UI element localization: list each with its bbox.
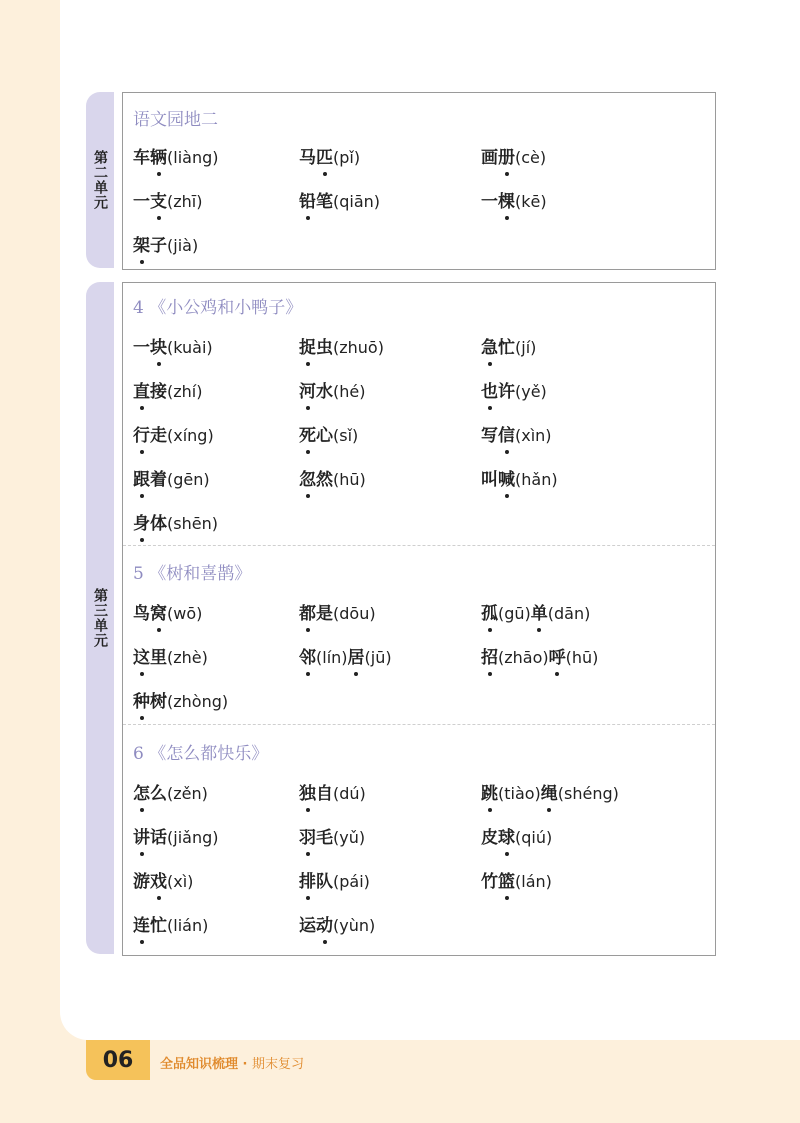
hanzi: 笔 (316, 192, 333, 212)
hanzi: 跳 (481, 784, 498, 804)
hanzi: 虫 (316, 338, 333, 358)
hanzi: 铅 (299, 192, 316, 212)
hanzi: 支 (150, 192, 167, 212)
hanzi: 忙 (150, 916, 167, 936)
unit-tab-label: 第二单元 (92, 150, 108, 210)
hanzi: 一 (481, 192, 498, 212)
pinyin: (yǔ) (333, 828, 366, 847)
footer-subtitle: 期末复习 (252, 1057, 305, 1072)
pinyin: (lán) (515, 872, 552, 891)
hanzi: 跟 (133, 470, 150, 490)
hanzi: 里 (150, 648, 167, 668)
pinyin: (xìn) (515, 426, 552, 445)
pinyin: (jiǎng) (167, 828, 219, 847)
vocab-word (133, 381, 202, 403)
vocab-word (133, 513, 218, 535)
hanzi: 么 (150, 784, 167, 804)
hanzi: 画 (481, 148, 498, 168)
vocab-word (481, 147, 546, 169)
hanzi: 窝 (150, 604, 167, 624)
vocab-word (299, 647, 392, 669)
vocab-word (133, 425, 214, 447)
page-number: 06 (86, 1040, 150, 1080)
vocab-word (299, 469, 366, 491)
hanzi: 是 (316, 604, 333, 624)
hanzi: 树 (150, 692, 167, 712)
vocab-word (299, 381, 365, 403)
vocab-word (481, 381, 547, 403)
vocab-word (299, 783, 366, 805)
hanzi: 鸟 (133, 604, 150, 624)
pinyin: (jià) (167, 236, 199, 255)
hanzi: 马 (299, 148, 316, 168)
vocab-word (481, 191, 547, 213)
hanzi: 写 (481, 426, 498, 446)
hanzi: 叫 (481, 470, 498, 490)
hanzi: 着 (150, 470, 167, 490)
vocab-word (299, 915, 375, 937)
section-title: 6 《怎么都快乐》 (133, 744, 269, 764)
hanzi: 水 (316, 382, 333, 402)
vocab-word (133, 827, 218, 849)
unit-tab-2 (86, 92, 114, 268)
vocab-word (481, 647, 598, 669)
vocab-word (299, 871, 370, 893)
pinyin: (gēn) (167, 470, 210, 489)
hanzi: 游 (133, 872, 150, 892)
pinyin: (tiào) (498, 784, 541, 803)
pinyin: (lín) (316, 648, 348, 667)
hanzi: 话 (150, 828, 167, 848)
pinyin: (hǎn) (515, 470, 558, 489)
hanzi: 子 (150, 236, 167, 256)
hanzi: 心 (316, 426, 333, 446)
pinyin: (yě) (515, 382, 547, 401)
pinyin: (dān) (547, 604, 591, 623)
vocab-word (133, 603, 202, 625)
pinyin: (jí) (515, 338, 537, 357)
pinyin: (shéng) (557, 784, 619, 803)
hanzi: 篮 (498, 872, 515, 892)
hanzi: 皮 (481, 828, 498, 848)
hanzi: 直 (133, 382, 150, 402)
pinyin: (kē) (515, 192, 547, 211)
hanzi: 单 (530, 604, 548, 624)
hanzi: 一 (133, 338, 150, 358)
pinyin: (yùn) (333, 916, 376, 935)
hanzi: 车 (133, 148, 150, 168)
pinyin: (liàng) (167, 148, 219, 167)
pinyin: (zhāo) (498, 648, 549, 667)
pinyin: (xì) (167, 872, 194, 891)
vocab-word (133, 783, 208, 805)
hanzi: 体 (150, 514, 167, 534)
hanzi: 招 (481, 648, 498, 668)
hanzi: 身 (133, 514, 150, 534)
hanzi: 棵 (498, 192, 515, 212)
vocab-word (133, 915, 208, 937)
section-divider (123, 545, 715, 546)
hanzi: 动 (316, 916, 333, 936)
vocab-word (133, 191, 202, 213)
hanzi: 辆 (150, 148, 167, 168)
vocab-word (481, 827, 552, 849)
unit-3-box (122, 282, 716, 956)
vocab-word (481, 337, 536, 359)
pinyin: (kuài) (167, 338, 213, 357)
vocab-word (133, 147, 218, 169)
hanzi: 戏 (150, 872, 167, 892)
pinyin: (pǐ) (333, 148, 361, 167)
hanzi: 绳 (540, 784, 558, 804)
hanzi: 自 (316, 784, 333, 804)
pinyin: (hū) (333, 470, 366, 489)
hanzi: 居 (347, 648, 365, 668)
pinyin: (xíng) (167, 426, 214, 445)
hanzi: 连 (133, 916, 150, 936)
hanzi: 讲 (133, 828, 150, 848)
footer-book-title: 全品知识梳理 (160, 1057, 239, 1072)
section-title: 5 《树和喜鹊》 (133, 564, 252, 584)
hanzi: 一 (133, 192, 150, 212)
section-divider (123, 724, 715, 725)
pinyin: (pái) (333, 872, 370, 891)
hanzi: 这 (133, 648, 150, 668)
hanzi: 匹 (316, 148, 333, 168)
hanzi: 行 (133, 426, 150, 446)
vocab-word (299, 603, 376, 625)
hanzi: 然 (316, 470, 333, 490)
unit-tab-3 (86, 282, 114, 954)
hanzi: 块 (150, 338, 167, 358)
vocab-word (299, 827, 365, 849)
pinyin: (hū) (565, 648, 599, 667)
hanzi: 邻 (299, 648, 316, 668)
hanzi: 死 (299, 426, 316, 446)
section-title: 4 《小公鸡和小鸭子》 (133, 298, 303, 318)
vocab-word (481, 425, 552, 447)
pinyin: (zhí) (167, 382, 203, 401)
pinyin: (shēn) (167, 514, 218, 533)
hanzi: 独 (299, 784, 316, 804)
pinyin: (dōu) (333, 604, 376, 623)
hanzi: 架 (133, 236, 150, 256)
pinyin: (zhī) (167, 192, 203, 211)
hanzi: 运 (299, 916, 316, 936)
vocab-word (299, 147, 360, 169)
footer-title (160, 1053, 304, 1072)
vocab-word (299, 425, 358, 447)
pinyin: (lián) (167, 916, 209, 935)
vocab-word (481, 871, 552, 893)
hanzi: 忙 (498, 338, 515, 358)
hanzi: 许 (498, 382, 515, 402)
pinyin: (wō) (167, 604, 203, 623)
hanzi: 急 (481, 338, 498, 358)
vocab-word (299, 191, 380, 213)
hanzi: 种 (133, 692, 150, 712)
pinyin: (zhòng) (167, 692, 229, 711)
hanzi: 信 (498, 426, 515, 446)
hanzi: 竹 (481, 872, 498, 892)
hanzi: 河 (299, 382, 316, 402)
pinyin: (zhuō) (333, 338, 384, 357)
hanzi: 球 (498, 828, 515, 848)
footer-separator: · (238, 1057, 253, 1072)
vocab-word (133, 647, 208, 669)
vocab-word (481, 783, 619, 805)
hanzi: 忽 (299, 470, 316, 490)
hanzi: 喊 (498, 470, 515, 490)
section-title: 语文园地二 (133, 110, 218, 130)
vocab-word (133, 235, 198, 257)
pinyin: (sǐ) (333, 426, 359, 445)
vocab-word (133, 337, 213, 359)
pinyin: (qiú) (515, 828, 553, 847)
pinyin: (hé) (333, 382, 366, 401)
unit-2-box (122, 92, 716, 270)
hanzi: 册 (498, 148, 515, 168)
pinyin: (qiān) (333, 192, 381, 211)
vocab-word (299, 337, 384, 359)
hanzi: 也 (481, 382, 498, 402)
hanzi: 毛 (316, 828, 333, 848)
hanzi: 呼 (548, 648, 566, 668)
pinyin: (zěn) (167, 784, 208, 803)
hanzi: 走 (150, 426, 167, 446)
vocab-word (133, 871, 193, 893)
pinyin: (dú) (333, 784, 366, 803)
hanzi: 怎 (133, 784, 150, 804)
vocab-word (133, 469, 210, 491)
pinyin: (cè) (515, 148, 547, 167)
pinyin: (zhè) (167, 648, 208, 667)
pinyin: (jū) (364, 648, 392, 667)
hanzi: 队 (316, 872, 333, 892)
hanzi: 排 (299, 872, 316, 892)
hanzi: 捉 (299, 338, 316, 358)
hanzi: 接 (150, 382, 167, 402)
vocab-word (133, 691, 228, 713)
unit-tab-label: 第三单元 (92, 588, 108, 648)
hanzi: 孤 (481, 604, 498, 624)
vocab-word (481, 603, 590, 625)
vocab-word (481, 469, 558, 491)
pinyin: (gū) (498, 604, 531, 623)
hanzi: 羽 (299, 828, 316, 848)
hanzi: 都 (299, 604, 316, 624)
